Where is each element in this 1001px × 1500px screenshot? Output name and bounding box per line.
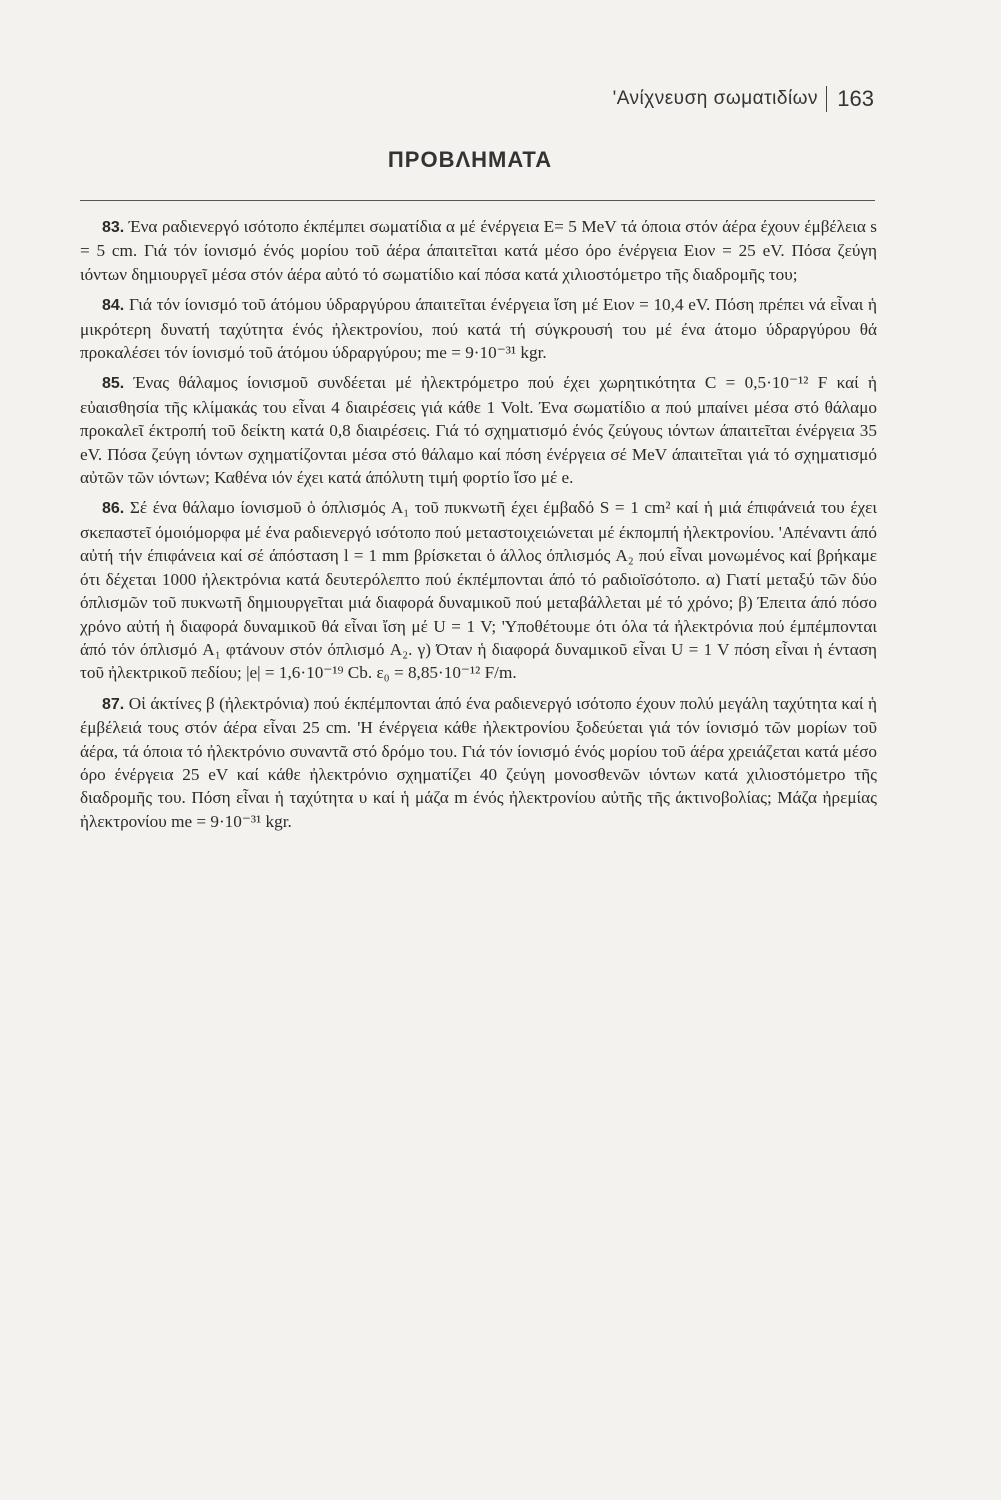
problem-86 xyxy=(80,496,877,684)
problem-text: Ένα ραδιενεργό ισότοπο έκπέμπει σωματίδια α μέ ένέργεια Ε= 5 MeV τά όποια στόν άέρα έχουν έμβέλεια s = 5 cm. Γιά τόν ίονισμό ένός μορίου τοῦ άέρα άπαιτεῖται κατά μέσο όρο ένέργεια Eιον = 25 eV. Πόσα ζεύγη ιόντων δημιουργεῖ μέσα στόν άέρα αὐτό τό σωματίδιο καί πόσα κατά χιλιοστόμετρο τῆς διαδρομῆς του; xyxy=(80,217,877,284)
problem-text: Ένας θάλαμος ίονισμοῦ συνδέεται μέ ἠλεκτρόμετρο πού έχει χωρητικότητα C = 0,5·10⁻¹² F καί ἡ εὐαισθησία τῆς κλίμακάς του εἶναι 4 διαιρέσεις γιά κάθε 1 Volt. Ένα σωματίδιο α πού μπαίνει μέσα στό θάλαμο προκαλεῖ έκτροπή τοῦ δείκτη κατά 0,8 διαιρέσεις. Γιά τό σχηματισμό ένός ζεύγους ιόντων άπαιτεῖται ένέργεια 35 eV. Πόσα ζεύγη ιόντων σχηματίζονται μέσα στό θάλαμο καί πόση ένέργεια σέ MeV άπαιτεῖται γιά τό σχηματισμό αὐτῶν τῶν ιόντων; Καθένα ιόν έχει κατά άπόλυτη τιμή φορτίο ἴσο μέ e. xyxy=(80,373,877,488)
problem-87 xyxy=(80,692,877,833)
problem-84 xyxy=(80,293,877,364)
page-header xyxy=(560,88,880,118)
section-rule xyxy=(80,200,875,201)
problem-list xyxy=(80,215,877,840)
section-title: ΠΡΟΒΛΗΜΑΤΑ xyxy=(387,147,553,172)
problem-number: 87. xyxy=(102,695,125,713)
page-number: 163 xyxy=(826,86,874,112)
running-title: 'Ανίχνευση σωματιδίων xyxy=(612,88,818,109)
problem-text: Γιά τόν ίονισμό τοῦ άτόμου ύδραργύρου άπαιτεῖται ένέργεια ἴση μέ Eιον = 10,4 eV. Πόση πρέπει νά εἶναι ἡ μικρότερη δυνατή ταχύτητα ένός ἠλεκτρονίου, πού κατά τή σύγκρουσή του μέ ένα άτομο ύδραργύρου θά προκαλέσει τόν ίονισμό τοῦ άτόμου ύδραργύρου; me = 9·10⁻³¹ kgr. xyxy=(80,295,878,363)
problem-number: 84. xyxy=(102,297,125,315)
problem-83 xyxy=(80,215,877,286)
problem-text: Σέ ένα θάλαμο ίονισμοῦ ὁ όπλισμός A₁ τοῦ πυκνωτῆ έχει έμβαδό S = 1 cm² καί ἡ μιά έπιφάνειά του έχει σκεπαστεῖ όμοιόμορφα μέ ένα ραδιενεργό ισότοπο πού μεταστοιχειώνεται μέ έκπομπή ἠλεκτρονίου. 'Απέναντι άπό αὐτή τήν έπιφάνεια καί σέ άπόσταση l = 1 mm βρίσκεται ὁ άλλος όπλισμός A₂ πού εἶναι μονωμένος καί βρήκαμε ότι δέχεται 1000 ἠλεκτρόνια κατά δευτερόλεπτο πού έκπέμπονται άπό τό ραδιοϊσότοπο. α) Γιατί μεταξύ τῶν δύο όπλισμῶν τοῦ πυκνωτῆ δημιουργεῖται μιά διαφορά δυναμικοῦ πού μεταβάλλεται μέ τό χρόνο; β) Έπειτα άπό πόσο χρόνο αὐτή ἡ διαφορά δυναμικοῦ θά εἶναι ἴση μέ U = 1 V; 'Υποθέτουμε ότι όλα τά ἠλεκτρόνια πού έμπέμπονται άπό τόν όπλισμό A₁ φτάνουν στόν όπλισμό A₂. γ) Όταν ἡ διαφορά δυναμικοῦ εἶναι U = 1 V πόση εἶναι ἡ ένταση τοῦ ἠλεκτρικοῦ πεδίου; |e| = 1,6·10⁻¹⁹ Cb. ε₀ = 8,85·10⁻¹² F/m. xyxy=(80,498,878,683)
problem-number: 83. xyxy=(102,219,125,236)
problem-number: 85. xyxy=(102,375,125,393)
problem-85 xyxy=(80,371,877,489)
problem-number: 86. xyxy=(102,500,125,518)
problem-text: Οἱ άκτίνες β (ἠλεκτρόνια) πού έκπέμπονται άπό ένα ραδιενεργό ισότοπο έχουν πολύ μεγάλη ταχύτητα καί ἡ έμβέλειά τους στόν άέρα εἶναι 25 cm. 'Η ένέργεια κάθε ἠλεκτρονίου ξοδεύεται γιά τόν ίονισμό τῶν μορίων τοῦ άέρα, τά όποια τό ἠλεκτρόνιο συναντᾶ στό δρόμο του. Γιά τόν ίονισμό ένός μορίου τοῦ άέρα χρειάζεται κατά μέσο όρο ένέργεια 25 eV καί κάθε ἠλεκτρόνιο σχηματίζει 40 ζεύγη μονοσθενῶν ιόντων κατά χιλιοστόμετρο τῆς διαδρομῆς του. Πόση εἶναι ἡ ταχύτητα υ καί ἡ μάζα m ένός ἠλεκτρονίου αὐτῆς τῆς άκτινοβολίας; Μάζα ἠρεμίας ἠλεκτρονίου me = 9·10⁻³¹ kgr. xyxy=(80,693,878,831)
